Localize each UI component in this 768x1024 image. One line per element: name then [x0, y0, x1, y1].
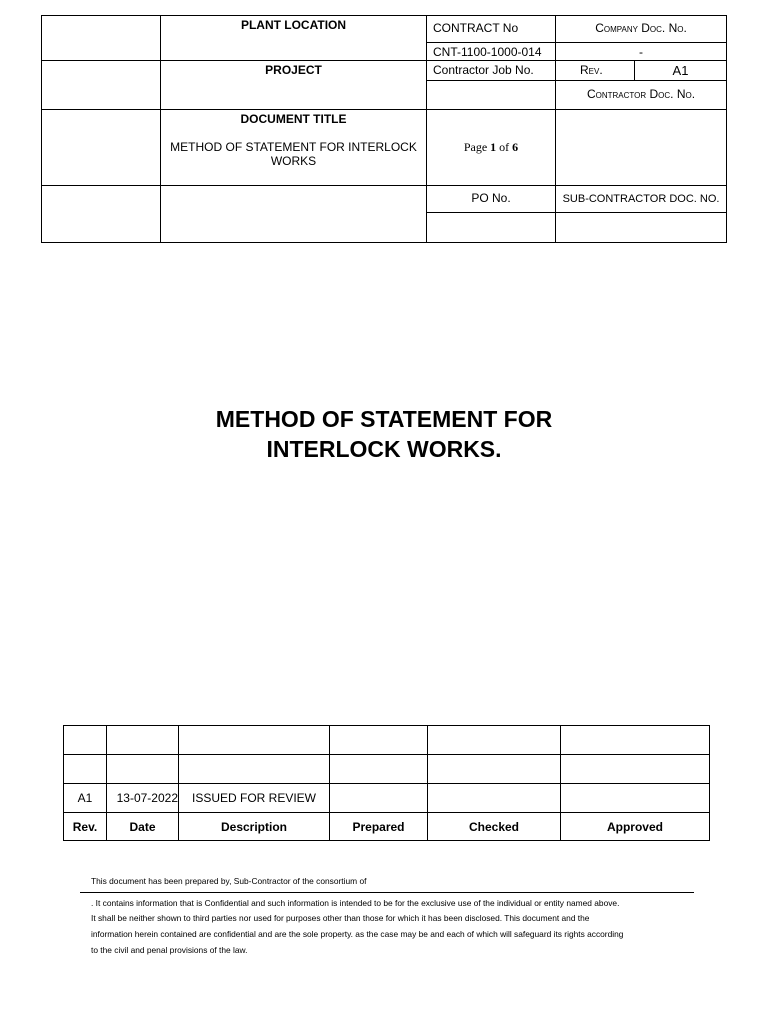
footer-line-1: This document has been prepared by, Sub-Contractor of the consortium of	[91, 876, 367, 886]
document-title-value: METHOD OF STATEMENT FOR INTERLOCK WORKS	[170, 140, 417, 168]
blank-cell	[161, 186, 427, 243]
document-title-cell	[161, 110, 427, 186]
po-no-label: PO No.	[427, 186, 556, 213]
table-cell	[428, 726, 561, 755]
table-cell	[64, 755, 107, 784]
checked-cell	[428, 784, 561, 813]
footer-line-5: to the civil and penal provisions of the law.	[91, 944, 248, 955]
po-no-value	[427, 213, 556, 243]
logo-cell-1	[42, 16, 161, 61]
subcontractor-doc-no-label: SUB-CONTRACTOR DOC. NO.	[556, 186, 727, 213]
approved-cell	[561, 784, 710, 813]
page-label: Page	[463, 140, 488, 154]
table-cell	[428, 755, 561, 784]
revision-table	[63, 725, 710, 841]
logo-cell-2	[42, 61, 161, 110]
table-row	[64, 784, 710, 813]
confidentiality-notice	[91, 874, 691, 959]
rev-label: Rev.	[556, 61, 635, 81]
logo-cell-3	[42, 110, 161, 186]
description-cell: ISSUED FOR REVIEW	[179, 784, 330, 813]
company-doc-no-value: -	[556, 43, 727, 61]
rev-value: A1	[635, 61, 727, 81]
logo-cell-4	[42, 186, 161, 243]
table-cell	[561, 755, 710, 784]
footer-line-2: . It contains information that is Confidential and such information is intended to be for the exclusive use of the individual or entity named above.	[91, 897, 620, 908]
plant-location-label: PLANT LOCATION	[161, 16, 427, 61]
table-cell	[107, 726, 179, 755]
page-indicator	[427, 110, 556, 186]
table-cell	[330, 726, 428, 755]
table-header-row	[64, 813, 710, 841]
contract-no-value: CNT-1100-1000-014	[427, 43, 556, 61]
document-title-label: DOCUMENT TITLE	[240, 112, 347, 126]
header-rev: Rev.	[64, 813, 107, 841]
contractor-job-no-label: Contractor Job No.	[427, 61, 556, 81]
footer-line-3: It shall be neither shown to third parties nor used for purposes other than those for which it has been disclosed. This document and the	[91, 913, 590, 924]
page-total: 6	[512, 140, 519, 154]
header-checked: Checked	[428, 813, 561, 841]
table-cell	[330, 755, 428, 784]
company-doc-no-label: Company Doc. No.	[556, 16, 727, 43]
rev-cell: A1	[64, 784, 107, 813]
contractor-job-no-value	[427, 81, 556, 110]
project-label: PROJECT	[161, 61, 427, 110]
footer-line-4: information herein contained are confidential and are the sole property. as the case may be and each of which will safeguard its rights according	[91, 929, 624, 940]
table-row	[64, 755, 710, 784]
subcontractor-doc-no-value	[556, 213, 727, 243]
main-title-line-1: METHOD OF STATEMENT FOR	[215, 406, 553, 432]
contract-no-label: CONTRACT No	[427, 16, 556, 43]
document-header-table	[41, 15, 727, 243]
header-description: Description	[179, 813, 330, 841]
table-cell	[107, 755, 179, 784]
main-title	[0, 404, 768, 464]
header-approved: Approved	[561, 813, 710, 841]
table-cell	[179, 755, 330, 784]
main-title-line-2: INTERLOCK WORKS.	[266, 436, 502, 462]
prepared-cell	[330, 784, 428, 813]
page-current: 1	[490, 140, 497, 154]
table-cell	[179, 726, 330, 755]
page-of: of	[499, 140, 510, 154]
header-date: Date	[107, 813, 179, 841]
contractor-doc-no-label: Contractor Doc. No.	[556, 81, 727, 110]
contractor-doc-no-value	[556, 110, 727, 186]
table-row	[64, 726, 710, 755]
header-prepared: Prepared	[330, 813, 428, 841]
table-cell	[561, 726, 710, 755]
table-cell	[64, 726, 107, 755]
date-cell: 13-07-2022	[107, 784, 179, 813]
